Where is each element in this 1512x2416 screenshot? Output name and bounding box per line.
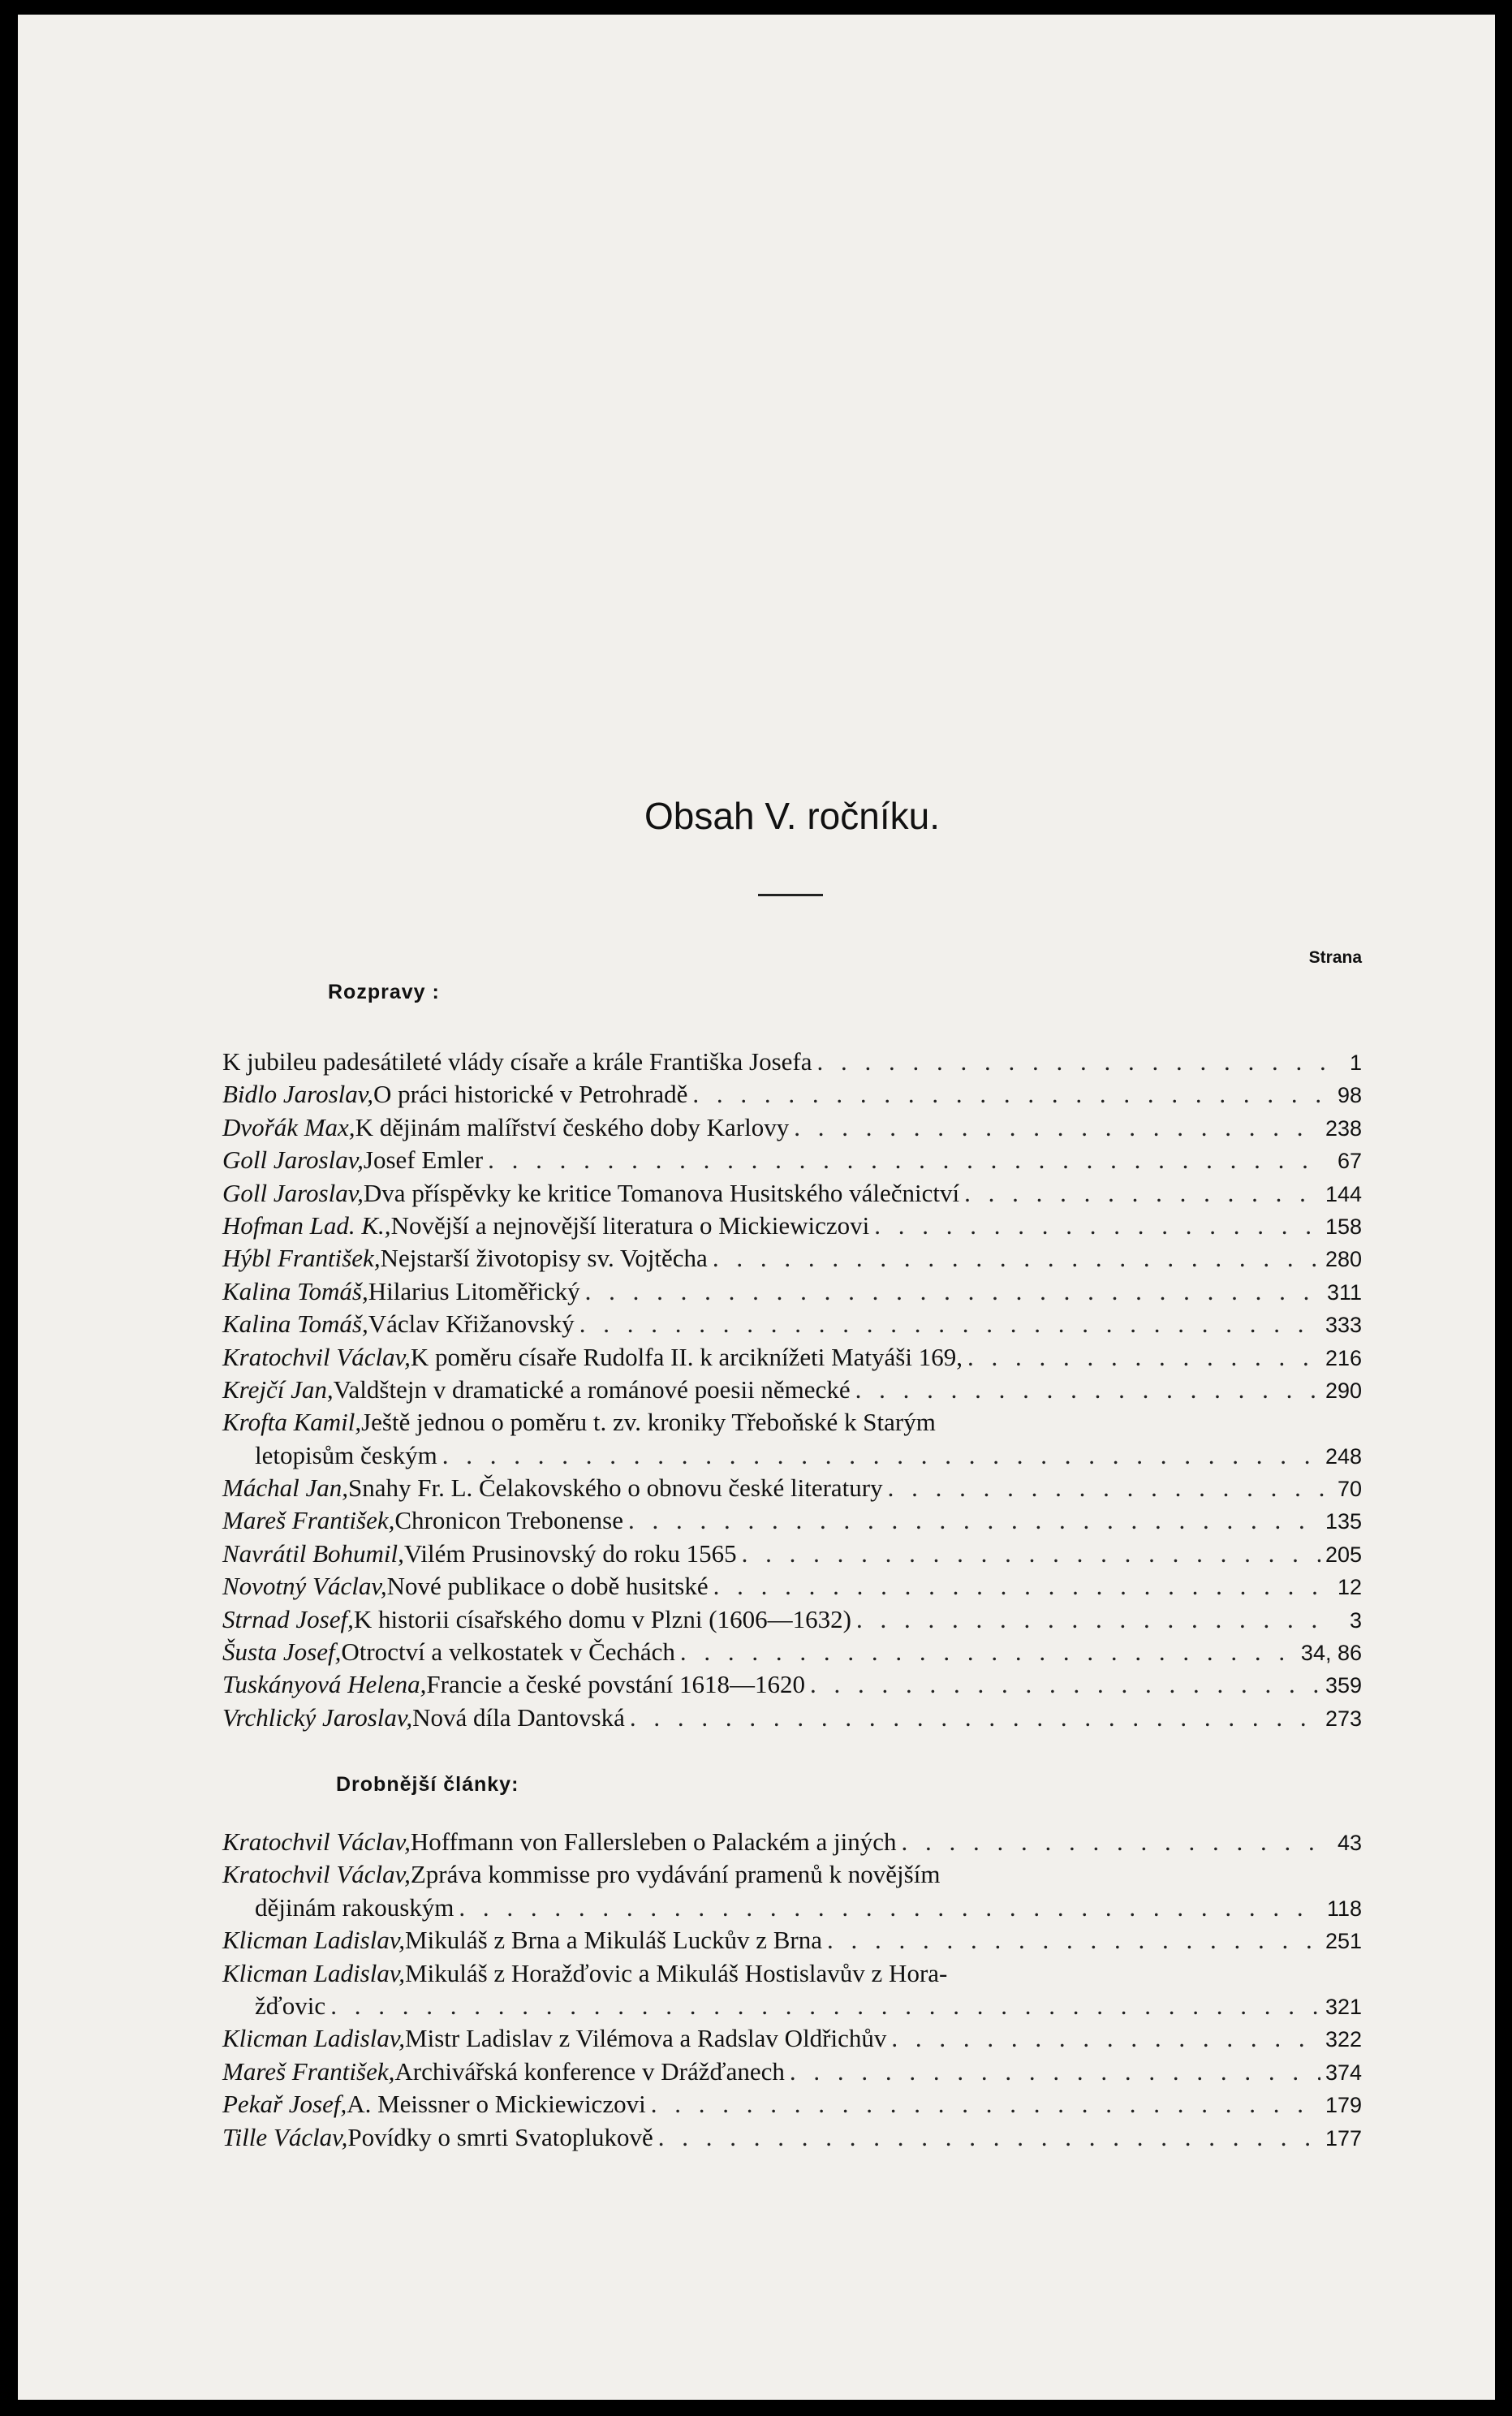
leader-dots bbox=[628, 1504, 1320, 1537]
leader-dots bbox=[856, 1603, 1325, 1636]
leader-dots bbox=[330, 1990, 1320, 2022]
toc-entry bbox=[222, 1046, 1362, 1078]
entry-title: Mikuláš z Brna a Mikuláš Luckův z Brna bbox=[405, 1926, 823, 1955]
leader-dots bbox=[855, 1374, 1320, 1406]
entry-page-number: 238 bbox=[1325, 1115, 1362, 1141]
entry-title: Otroctví a velkostatek v Čechách bbox=[341, 1637, 675, 1667]
entry-title: Chronicon Trebonense bbox=[394, 1506, 623, 1535]
toc-entry bbox=[222, 1439, 1362, 1472]
entry-title: žďovic bbox=[255, 1991, 326, 2020]
entry-title: dějinám rakouským bbox=[255, 1892, 454, 1922]
page-title: Obsah V. ročníku. bbox=[644, 795, 940, 837]
entry-author: Šusta Josef, bbox=[222, 1637, 342, 1667]
leader-dots bbox=[817, 1046, 1325, 1078]
toc-entry bbox=[222, 1538, 1362, 1570]
toc-entry bbox=[222, 2121, 1362, 2154]
entry-page-number: 248 bbox=[1325, 1443, 1362, 1469]
entry-author: Mareš František, bbox=[222, 1506, 395, 1535]
leader-dots bbox=[713, 1570, 1325, 1603]
entry-title: Nové publikace o době husitské bbox=[386, 1572, 709, 1601]
toc-entry bbox=[222, 1210, 1362, 1242]
entry-page-number: 280 bbox=[1325, 1247, 1362, 1272]
toc-entry bbox=[222, 1668, 1362, 1701]
entry-title: Valdštejn v dramatické a románové poesii německé bbox=[333, 1374, 851, 1404]
toc-entry bbox=[222, 1504, 1362, 1537]
entry-title: Povídky o smrti Svatoplukově bbox=[347, 2122, 653, 2151]
entry-author: Kalina Tomáš, bbox=[222, 1276, 368, 1305]
entry-author: Goll Jaroslav, bbox=[222, 1145, 364, 1175]
entry-page-number: 144 bbox=[1325, 1181, 1362, 1206]
entry-author: Hofman Lad. K., bbox=[222, 1210, 391, 1240]
entry-title: Hilarius Litoměřický bbox=[368, 1276, 580, 1305]
entry-author: Krejčí Jan, bbox=[222, 1374, 334, 1404]
entry-title: K poměru císaře Rudolfa II. k arciknížeti Matyáši 169, bbox=[410, 1342, 963, 1371]
entry-page-number: 179 bbox=[1325, 2093, 1362, 2118]
toc-entry bbox=[222, 1603, 1362, 1636]
toc-entry bbox=[222, 2056, 1362, 2088]
entry-title: Mikuláš z Horažďovic a Mikuláš Hostislavův z Hora- bbox=[405, 1958, 948, 1987]
leader-dots bbox=[651, 2088, 1320, 2120]
entry-page-number: 34, 86 bbox=[1300, 1641, 1362, 1666]
entry-title: Archivářská konference v Drážďanech bbox=[394, 2056, 785, 2086]
toc-entry bbox=[222, 1111, 1362, 1144]
entry-title: Ještě jednou o poměru t. zv. kroniky Třeboňské k Starým bbox=[361, 1408, 936, 1437]
entry-author: Mareš František, bbox=[222, 2056, 395, 2086]
entry-title: Nejstarší životopisy sv. Vojtěcha bbox=[380, 1244, 708, 1273]
toc-entry bbox=[222, 1957, 1362, 1990]
toc-entry bbox=[222, 1374, 1362, 1406]
entry-page-number: 321 bbox=[1325, 1994, 1362, 2019]
entry-title: Novější a nejnovější literatura o Mickiewiczovi bbox=[390, 1210, 870, 1240]
entry-page-number: 273 bbox=[1325, 1706, 1362, 1731]
entry-title: Nová díla Dantovská bbox=[412, 1702, 625, 1732]
toc-entry bbox=[222, 1636, 1362, 1668]
toc-entry bbox=[222, 1406, 1362, 1439]
toc-entry bbox=[222, 1472, 1362, 1504]
toc-entry bbox=[222, 1924, 1362, 1957]
entry-author: Máchal Jan, bbox=[222, 1473, 348, 1503]
leader-dots bbox=[630, 1702, 1320, 1734]
toc-entry bbox=[222, 1892, 1362, 1924]
leader-dots bbox=[827, 1924, 1320, 1957]
entry-author: Hýbl František, bbox=[222, 1244, 381, 1273]
leader-dots bbox=[901, 1826, 1325, 1858]
entry-author: Klicman Ladislav, bbox=[222, 2024, 406, 2053]
entry-page-number: 311 bbox=[1326, 1279, 1362, 1305]
entry-title: Snahy Fr. L. Čelakovského o obnovu české literatury bbox=[347, 1473, 883, 1503]
leader-dots bbox=[794, 1111, 1320, 1144]
toc-entry bbox=[222, 1858, 1362, 1891]
entry-author: Klicman Ladislav, bbox=[222, 1958, 406, 1987]
leader-dots bbox=[891, 2022, 1320, 2055]
leader-dots bbox=[680, 1636, 1296, 1668]
entry-title: K historii císařského domu v Plzni (1606—1632) bbox=[353, 1604, 851, 1633]
entry-page-number: 251 bbox=[1325, 1929, 1362, 1954]
entry-author: Goll Jaroslav, bbox=[222, 1178, 364, 1207]
toc-entry bbox=[222, 1990, 1362, 2022]
leader-dots bbox=[888, 1472, 1325, 1504]
entry-title: Josef Emler bbox=[363, 1145, 484, 1175]
list-rozpravy bbox=[222, 1046, 1362, 1734]
entry-author: Krofta Kamil, bbox=[222, 1408, 362, 1437]
entry-author: Pekař Josef, bbox=[222, 2090, 347, 2119]
entry-title: Dva příspěvky ke kritice Tomanova Husitského válečnictví bbox=[363, 1178, 960, 1207]
toc-entry bbox=[222, 1177, 1362, 1210]
entry-title: Vilém Prusinovský do roku 1565 bbox=[403, 1538, 737, 1568]
entry-author: Vrchlický Jaroslav, bbox=[222, 1702, 413, 1732]
leader-dots bbox=[692, 1078, 1325, 1111]
leader-dots bbox=[742, 1538, 1320, 1570]
entry-page-number: 3 bbox=[1349, 1607, 1362, 1633]
document-page bbox=[18, 15, 1495, 2400]
entry-title: letopisům českým bbox=[255, 1440, 437, 1469]
toc-entry bbox=[222, 1242, 1362, 1275]
entry-page-number: 118 bbox=[1326, 1896, 1362, 1921]
entry-page-number: 322 bbox=[1325, 2027, 1362, 2052]
entry-title: Francie a české povstání 1618—1620 bbox=[426, 1670, 805, 1699]
toc-entry bbox=[222, 1826, 1362, 1858]
title-divider bbox=[758, 894, 823, 896]
entry-title: K jubileu padesátileté vlády císaře a krále Františka Josefa bbox=[222, 1047, 812, 1076]
entry-author: Navrátil Bohumil, bbox=[222, 1538, 404, 1568]
toc-entry bbox=[222, 1308, 1362, 1340]
entry-page-number: 177 bbox=[1325, 2125, 1362, 2151]
entry-page-number: 12 bbox=[1337, 1575, 1362, 1600]
entry-author: Tille Václav, bbox=[222, 2122, 348, 2151]
leader-dots bbox=[442, 1439, 1320, 1472]
entry-author: Dvořák Max, bbox=[222, 1112, 355, 1141]
leader-dots bbox=[874, 1210, 1320, 1242]
entry-title: Zpráva kommisse pro vydávání pramenů k novějším bbox=[410, 1860, 941, 1889]
list-drobnejsi bbox=[222, 1826, 1362, 2154]
entry-author: Tuskányová Helena, bbox=[222, 1670, 427, 1699]
entry-page-number: 333 bbox=[1325, 1313, 1362, 1338]
entry-title: Hoffmann von Fallersleben o Palackém a jiných bbox=[410, 1827, 897, 1856]
entry-page-number: 98 bbox=[1337, 1083, 1362, 1108]
entry-page-number: 70 bbox=[1337, 1477, 1362, 1502]
leader-dots bbox=[967, 1341, 1320, 1374]
entry-author: Kratochvil Václav, bbox=[222, 1342, 411, 1371]
entry-page-number: 67 bbox=[1337, 1149, 1362, 1174]
entry-page-number: 158 bbox=[1325, 1214, 1362, 1239]
leader-dots bbox=[964, 1177, 1320, 1210]
leader-dots bbox=[713, 1242, 1320, 1275]
entry-title: O práci historické v Petrohradě bbox=[373, 1080, 688, 1109]
entry-page-number: 43 bbox=[1337, 1831, 1362, 1855]
toc-entry bbox=[222, 1702, 1362, 1734]
entry-page-number: 359 bbox=[1325, 1673, 1362, 1698]
toc-entry bbox=[222, 1275, 1362, 1308]
entry-title: Mistr Ladislav z Vilémova a Radslav Oldřichův bbox=[405, 2024, 887, 2053]
entry-author: Kalina Tomáš, bbox=[222, 1309, 368, 1339]
leader-dots bbox=[585, 1275, 1322, 1308]
leader-dots bbox=[579, 1308, 1320, 1340]
section-heading-rozpravy: Rozpravy : bbox=[328, 981, 440, 1003]
toc-entry bbox=[222, 2022, 1362, 2055]
section-heading-drobnejsi: Drobnější články: bbox=[336, 1773, 519, 1796]
toc-entry bbox=[222, 2088, 1362, 2120]
toc-entry bbox=[222, 1078, 1362, 1111]
entry-author: Kratochvil Václav, bbox=[222, 1860, 411, 1889]
entry-page-number: 1 bbox=[1349, 1051, 1362, 1075]
leader-dots bbox=[459, 1892, 1322, 1924]
toc-entry bbox=[222, 1570, 1362, 1603]
entry-author: Strnad Josef, bbox=[222, 1604, 354, 1633]
entry-author: Klicman Ladislav, bbox=[222, 1926, 406, 1955]
entry-page-number: 290 bbox=[1325, 1378, 1362, 1403]
entry-page-number: 135 bbox=[1325, 1509, 1362, 1534]
entry-page-number: 374 bbox=[1325, 2060, 1362, 2085]
toc-entry bbox=[222, 1144, 1362, 1176]
leader-dots bbox=[658, 2121, 1320, 2154]
entry-title: A. Meissner o Mickiewiczovi bbox=[347, 2090, 646, 2119]
entry-author: Novotný Václav, bbox=[222, 1572, 387, 1601]
entry-page-number: 216 bbox=[1325, 1345, 1362, 1370]
toc-entry bbox=[222, 1341, 1362, 1374]
entry-page-number: 205 bbox=[1325, 1542, 1362, 1567]
page-column-label: Strana bbox=[1308, 948, 1362, 967]
leader-dots bbox=[810, 1668, 1320, 1701]
entry-title: Václav Křižanovský bbox=[368, 1309, 575, 1339]
entry-author: Kratochvil Václav, bbox=[222, 1827, 411, 1856]
leader-dots bbox=[790, 2056, 1320, 2088]
entry-author: Bidlo Jaroslav, bbox=[222, 1080, 373, 1109]
entry-title: K dějinám malířství českého doby Karlovy bbox=[355, 1112, 790, 1141]
leader-dots bbox=[488, 1144, 1325, 1176]
